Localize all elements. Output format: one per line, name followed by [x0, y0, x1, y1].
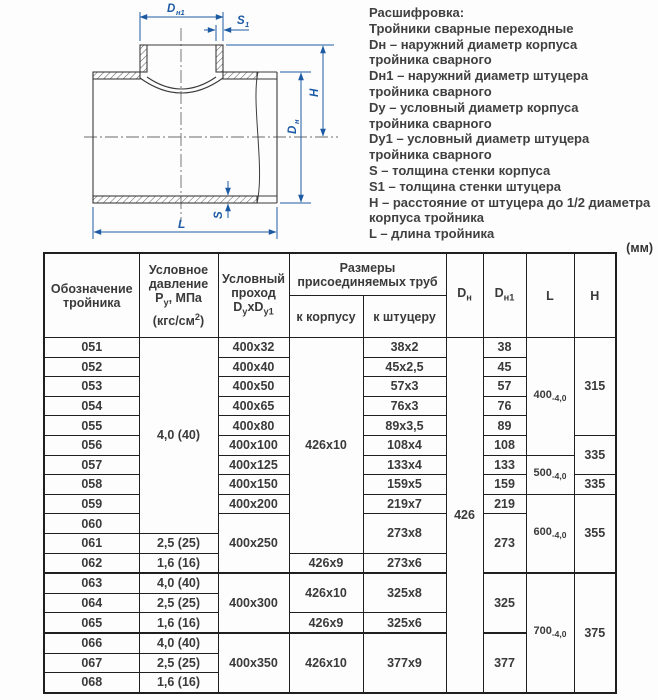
table-cell: 052	[44, 357, 139, 377]
table-cell: 426	[446, 338, 483, 693]
table-cell: 325	[483, 573, 526, 633]
table-cell: 400x50	[218, 377, 289, 397]
table-cell: 400x40	[218, 357, 289, 377]
table-cell: 375	[574, 573, 616, 693]
table-cell: 054	[44, 396, 139, 416]
table-cell: 400x65	[218, 396, 289, 416]
dimension-lines	[93, 12, 334, 239]
table-cell: 426x9	[289, 613, 363, 633]
table-cell: 066	[44, 633, 139, 653]
table-cell: $400_{-4,0}$	[526, 338, 574, 456]
table-cell: 1,6 (16)	[139, 613, 218, 633]
header-cell: L	[526, 253, 574, 338]
table-cell: 400x300	[218, 573, 289, 633]
legend-line: L – длина тройника	[369, 226, 495, 242]
table-cell: 335	[574, 435, 616, 474]
table-cell: 76	[483, 396, 526, 416]
legend-line: Dн1 – наружний диаметр штуцера	[369, 68, 589, 84]
dimensions-table	[43, 252, 617, 694]
table-cell: 400x32	[218, 338, 289, 358]
table-cell: 426x9	[289, 553, 363, 573]
dim-label-dn1: D	[167, 3, 176, 15]
header-cell: к корпусу	[289, 296, 363, 338]
dim-label-l: L	[178, 217, 186, 231]
table-cell: 400x125	[218, 455, 289, 475]
table-row	[44, 573, 616, 593]
legend-line: корпуса тройника	[369, 210, 485, 226]
legend-line: тройника сварного	[369, 115, 492, 131]
dim-label-dn: D	[287, 125, 299, 134]
table-cell: 355	[574, 494, 616, 573]
table-cell: 2,5 (25)	[139, 533, 218, 553]
table-cell: 219x7	[363, 494, 446, 514]
table-cell: 400x200	[218, 494, 289, 514]
table-cell: 219	[483, 494, 526, 514]
legend-line: Тройники сварные переходные	[369, 20, 574, 36]
table-cell: 400x100	[218, 435, 289, 455]
table-cell: 400x80	[218, 416, 289, 436]
table-row	[44, 338, 616, 358]
table-cell: 38	[483, 338, 526, 358]
table-cell: 159	[483, 475, 526, 495]
header-cell: H	[574, 253, 616, 338]
table-cell: 059	[44, 494, 139, 514]
dim-label-s1-sub: 1	[245, 20, 250, 29]
table-cell: 57	[483, 377, 526, 397]
header-cell: Обозначение тройника	[44, 253, 139, 338]
table-cell: 38x2	[363, 338, 446, 358]
center-lines	[84, 28, 338, 222]
legend-line: Dн – наружний диаметр корпуса	[369, 36, 578, 52]
legend-line: тройника сварного	[369, 147, 492, 163]
table-cell: 133	[483, 455, 526, 475]
dim-label-dn1-sub: н1	[176, 8, 185, 17]
table-cell: 055	[44, 416, 139, 436]
table-cell: 1,6 (16)	[139, 553, 218, 573]
table-cell: 426x10	[289, 338, 363, 554]
table-cell: 067	[44, 653, 139, 673]
table-cell: 065	[44, 613, 139, 633]
table-cell: 060	[44, 514, 139, 534]
legend	[369, 5, 657, 242]
table-cell: 377	[483, 633, 526, 693]
table-cell: 108	[483, 435, 526, 455]
table-cell: 2,5 (25)	[139, 653, 218, 673]
tee-drawing	[0, 0, 348, 250]
table-cell: 57x3	[363, 377, 446, 397]
table-cell: $700_{-4,0}$	[526, 573, 574, 693]
table-cell: 051	[44, 338, 139, 358]
dim-label-s: S	[213, 211, 225, 219]
tee-body	[93, 45, 257, 203]
table-cell: 273x6	[363, 553, 446, 573]
table-cell: 76x3	[363, 396, 446, 416]
table-cell: $600_{-4,0}$	[526, 494, 574, 573]
header-cell: $D_{н1}$	[483, 253, 526, 338]
header-cell: к штуцеру	[363, 296, 446, 338]
legend-line: Расшифровка:	[369, 5, 465, 20]
table-cell: 4,0 (40)	[139, 573, 218, 593]
legend-line: S – толщина стенки корпуса	[369, 162, 551, 178]
table-body	[44, 338, 616, 693]
dim-label-s1: S	[237, 15, 245, 27]
table-cell: 159x5	[363, 475, 446, 495]
table-head	[44, 253, 616, 338]
table-cell: 400x250	[218, 514, 289, 573]
legend-line: тройника сварного	[369, 52, 492, 68]
table-cell: 4,0 (40)	[139, 338, 218, 534]
table-cell: 335	[574, 475, 616, 495]
legend-line: H – расстояние от штуцера до 1/2 диаметра	[369, 194, 651, 210]
legend-line: тройника сварного	[369, 83, 492, 99]
table-cell: $500_{-4,0}$	[526, 455, 574, 494]
tee-outline	[93, 45, 277, 203]
table-cell: 056	[44, 435, 139, 455]
table-cell: 1,6 (16)	[139, 673, 218, 693]
table-cell: 400x150	[218, 475, 289, 495]
table-cell: 45	[483, 357, 526, 377]
table-cell: 058	[44, 475, 139, 495]
table-cell: 325x6	[363, 613, 446, 633]
dim-label-h: H	[309, 88, 321, 97]
table-cell: 133x4	[363, 455, 446, 475]
table-cell: 377x9	[363, 633, 446, 693]
table-cell: 400x350	[218, 633, 289, 693]
table-cell: 426x10	[289, 633, 363, 693]
header-cell: Размеры присоединяемых труб	[289, 253, 446, 296]
table-cell: 273x8	[363, 514, 446, 553]
table-cell: 064	[44, 593, 139, 613]
table-cell: 89	[483, 416, 526, 436]
header-cell: $D_н$	[446, 253, 483, 338]
units-label: (мм)	[626, 241, 653, 255]
table-cell: 2,5 (25)	[139, 593, 218, 613]
table-cell: 4,0 (40)	[139, 633, 218, 653]
table-cell: 315	[574, 338, 616, 436]
table-cell: 45x2,5	[363, 357, 446, 377]
table-cell: 108x4	[363, 435, 446, 455]
table-cell: 068	[44, 673, 139, 693]
header-cell: Условное давление $P_у$, МПа $(кгс/см^2)$	[139, 253, 218, 338]
table-cell: 061	[44, 533, 139, 553]
table-cell: 325x8	[363, 573, 446, 613]
table-cell: 062	[44, 553, 139, 573]
table-cell: 89x3,5	[363, 416, 446, 436]
table-cell: 273	[483, 514, 526, 573]
legend-line: Dу – условный диаметр корпуса	[369, 99, 579, 115]
legend-line: Dу1 – условный диаметр штуцера	[369, 131, 590, 147]
legend-line: S1 – толщина стенки штуцера	[369, 178, 562, 194]
dim-label-dn-sub: н	[292, 119, 301, 124]
header-row	[44, 253, 616, 296]
table-cell: 057	[44, 455, 139, 475]
table-cell: 426x10	[289, 573, 363, 613]
table-cell: 053	[44, 377, 139, 397]
header-cell: Условный проход $D_уxD_{у1}$	[218, 253, 289, 338]
table-cell: 063	[44, 573, 139, 593]
